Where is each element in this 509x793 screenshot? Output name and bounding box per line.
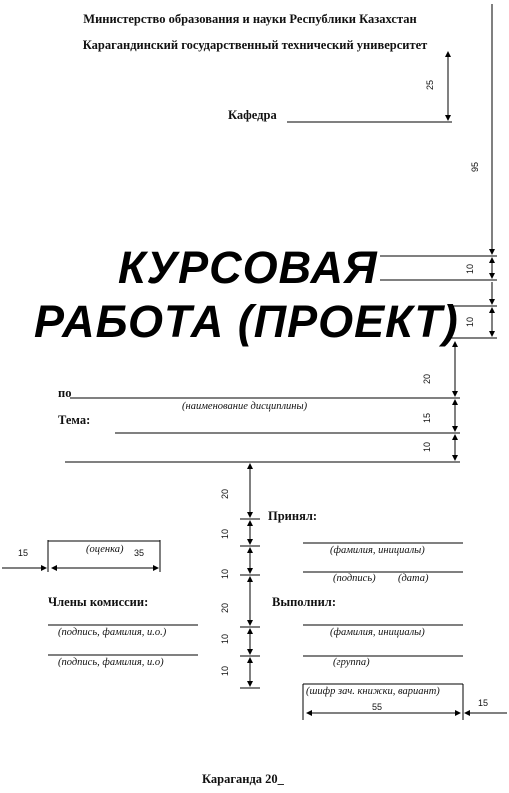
dim-right-15: 15: [478, 698, 489, 708]
discipline-prefix: по: [58, 386, 72, 400]
commission-row2-caption: (подпись, фамилия, и.о): [58, 657, 164, 668]
dim-topic-15: 15: [422, 412, 433, 424]
dim-grade-15: 15: [18, 548, 29, 558]
dim-topic-10: 10: [422, 441, 433, 453]
commission-row1-caption: (подпись, фамилия, и.о.): [58, 627, 167, 638]
performed-name-caption: (фамилия, инициалы): [330, 627, 425, 638]
dim-title1-10: 10: [465, 263, 476, 275]
ministry-heading: Министерство образования и науки Республики Казахстан: [83, 12, 417, 26]
accepted-date-caption: (дата): [398, 573, 429, 584]
dim-cipher-55: 55: [372, 702, 383, 712]
commission-label: Члены комиссии:: [48, 595, 149, 609]
dim-95: 95: [470, 161, 481, 173]
performed-label: Выполнил:: [272, 595, 336, 609]
dim-disc-20: 20: [422, 373, 433, 385]
dim-left-10c: 10: [220, 633, 231, 645]
department-label: Кафедра: [228, 108, 277, 122]
accepted-label: Принял:: [268, 509, 318, 523]
dim-left-10b: 10: [220, 568, 231, 580]
dim-title2-10: 10: [465, 316, 476, 328]
dim-left-20b: 20: [220, 602, 231, 614]
discipline-caption: (наименование дисциплины): [182, 401, 308, 412]
topic-label: Тема:: [58, 413, 91, 427]
title-line-1: КУРСОВАЯ: [118, 242, 378, 293]
university-heading: Карагандинский государственный технический университет: [82, 38, 428, 52]
performed-cipher-caption: (шифр зач. книжки, вариант): [306, 686, 440, 697]
footer-city-year: Караганда 20_: [202, 772, 284, 786]
performed-group-caption: (группа): [333, 657, 370, 668]
dim-grade-35: 35: [134, 548, 145, 558]
dim-25: 25: [425, 79, 436, 91]
title-line-2: РАБОТА (ПРОЕКТ): [34, 296, 459, 347]
accepted-sign-caption: (подпись): [333, 573, 376, 584]
dim-left-10d: 10: [220, 665, 231, 677]
grade-caption: (оценка): [86, 544, 124, 555]
dim-left-10a: 10: [220, 528, 231, 540]
accepted-name-caption: (фамилия, инициалы): [330, 545, 425, 556]
dim-left-20a: 20: [220, 488, 231, 500]
